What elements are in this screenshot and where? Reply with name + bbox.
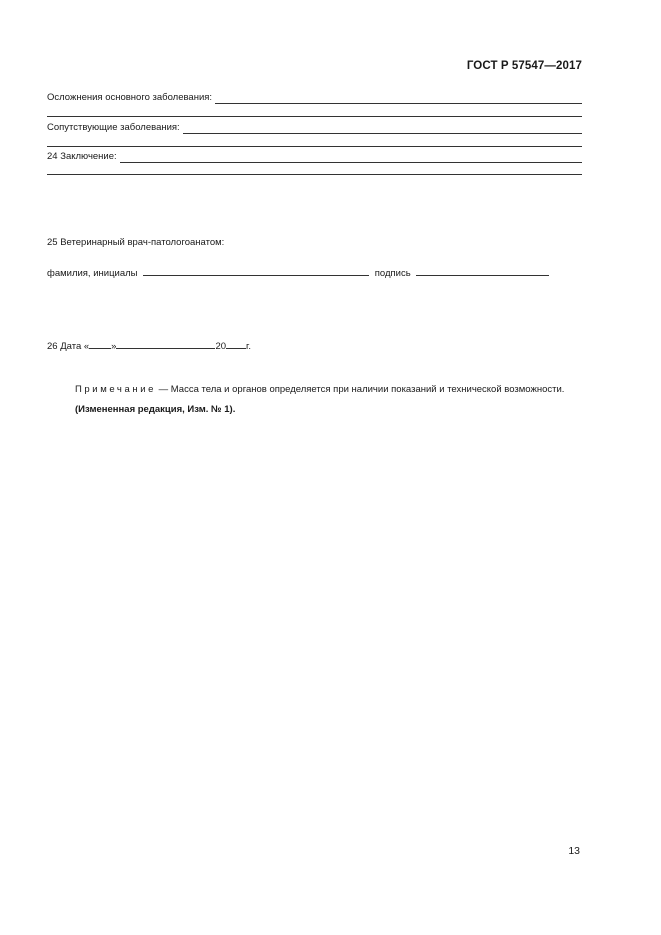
vet-label: 25 Ветеринарный врач-патологоанатом: — [47, 237, 225, 248]
complications-field[interactable] — [215, 93, 582, 104]
conclusion-label: 24 Заключение: — [47, 151, 117, 162]
standard-code: ГОСТ Р 57547—2017 — [466, 60, 582, 72]
concomitant-field[interactable] — [183, 123, 582, 134]
conclusion-field[interactable] — [120, 152, 582, 163]
concomitant-row — [47, 122, 582, 134]
conclusion-field-line-2[interactable] — [47, 174, 582, 175]
complications-row — [47, 92, 582, 104]
date-close-quote: » — [111, 341, 117, 352]
name-signature-row — [47, 265, 549, 279]
date-year-prefix: 20 — [215, 341, 227, 352]
signature-field[interactable] — [416, 265, 549, 276]
conclusion-row — [47, 151, 582, 163]
concomitant-field-line-2[interactable] — [47, 146, 582, 147]
signature-label: подпись — [374, 268, 411, 279]
date-year-suffix: г. — [246, 341, 251, 352]
complications-label: Осложнения основного заболевания: — [47, 92, 213, 103]
note — [75, 384, 564, 395]
page-number: 13 — [568, 845, 580, 857]
date-month-field[interactable] — [116, 338, 215, 349]
date-day-field[interactable] — [89, 338, 111, 349]
date-row — [47, 338, 251, 352]
concomitant-label: Сопутствующие заболевания: — [47, 122, 180, 133]
date-year-field[interactable] — [226, 338, 246, 349]
complications-field-line-2[interactable] — [47, 116, 582, 117]
amendment-note: (Измененная редакция, Изм. № 1). — [75, 404, 236, 415]
date-label: 26 Дата « — [47, 341, 90, 352]
name-field[interactable] — [143, 265, 369, 276]
note-label: Примечание — [75, 384, 156, 395]
note-text: — Масса тела и органов определяется при наличии показаний и технической возможности. — [156, 384, 565, 395]
name-label: фамилия, инициалы — [47, 268, 138, 279]
